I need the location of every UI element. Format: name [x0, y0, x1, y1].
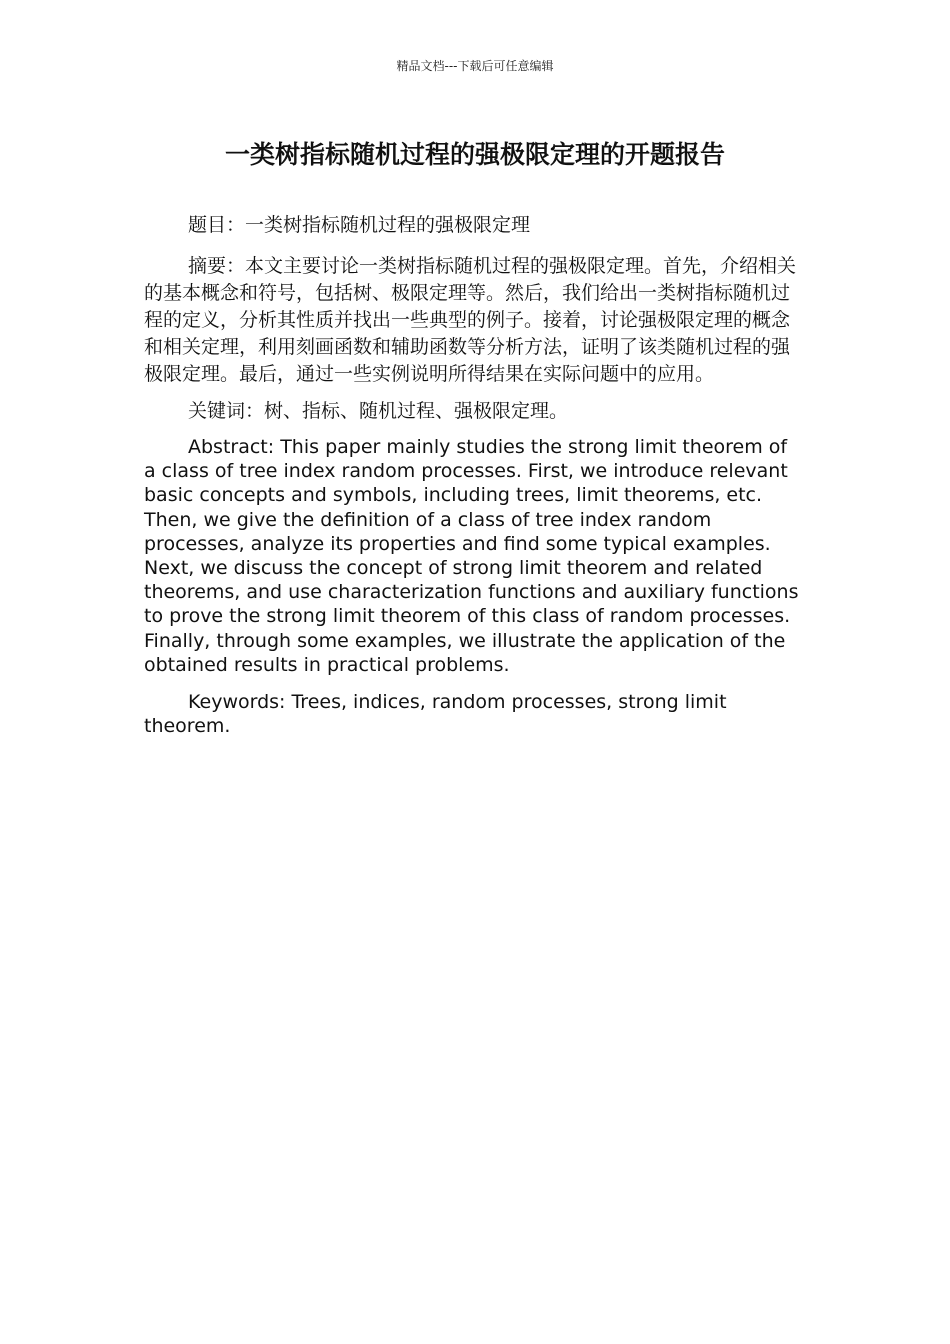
keywords-en-paragraph: Keywords: Trees, indices, random processes, strong limit theorem.: [144, 691, 727, 738]
keywords-cn-paragraph: 关键词：树、指标、随机过程、强极限定理。: [188, 400, 569, 422]
document-title: 一类树指标随机过程的强极限定理的开题报告: [224, 140, 725, 169]
abstract-cn-paragraph: 摘要：本文主要讨论一类树指标随机过程的强极限定理。首先，介绍相关的基本概念和符号，包括树、极限定理等。然后，我们给出一类树指标随机过程的定义，分析其性质并找出一些典型的例子。接着，讨论强极限定理的概念和相关定理，利用刻画函数和辅助函数等分析方法，证明了该类随机过程的强极限定理。最后，通过一些实例说明所得结果在实际问题中的应用。: [144, 255, 797, 385]
topic-paragraph: 题目：一类树指标随机过程的强极限定理: [188, 214, 531, 236]
document-body: [144, 212, 800, 751]
header-note: 精品文档---下载后可任意编辑: [396, 59, 554, 73]
abstract-en-paragraph: Abstract: This paper mainly studies the strong limit theorem of a class of tree index random processes. First, we introduce relevant basic concepts and symbols, including trees, limit theorems, etc. Then, we give the definition of a class of tree index random processes, analyze its properties and find some typical examples. Next, we discuss the concept of strong limit theorem and related theorems, and use characterization functions and auxiliary functions to prove the strong limit theorem of this class of random processes. Finally, through some examples, we illustrate the application of the obtained results in practical problems.: [144, 436, 799, 676]
